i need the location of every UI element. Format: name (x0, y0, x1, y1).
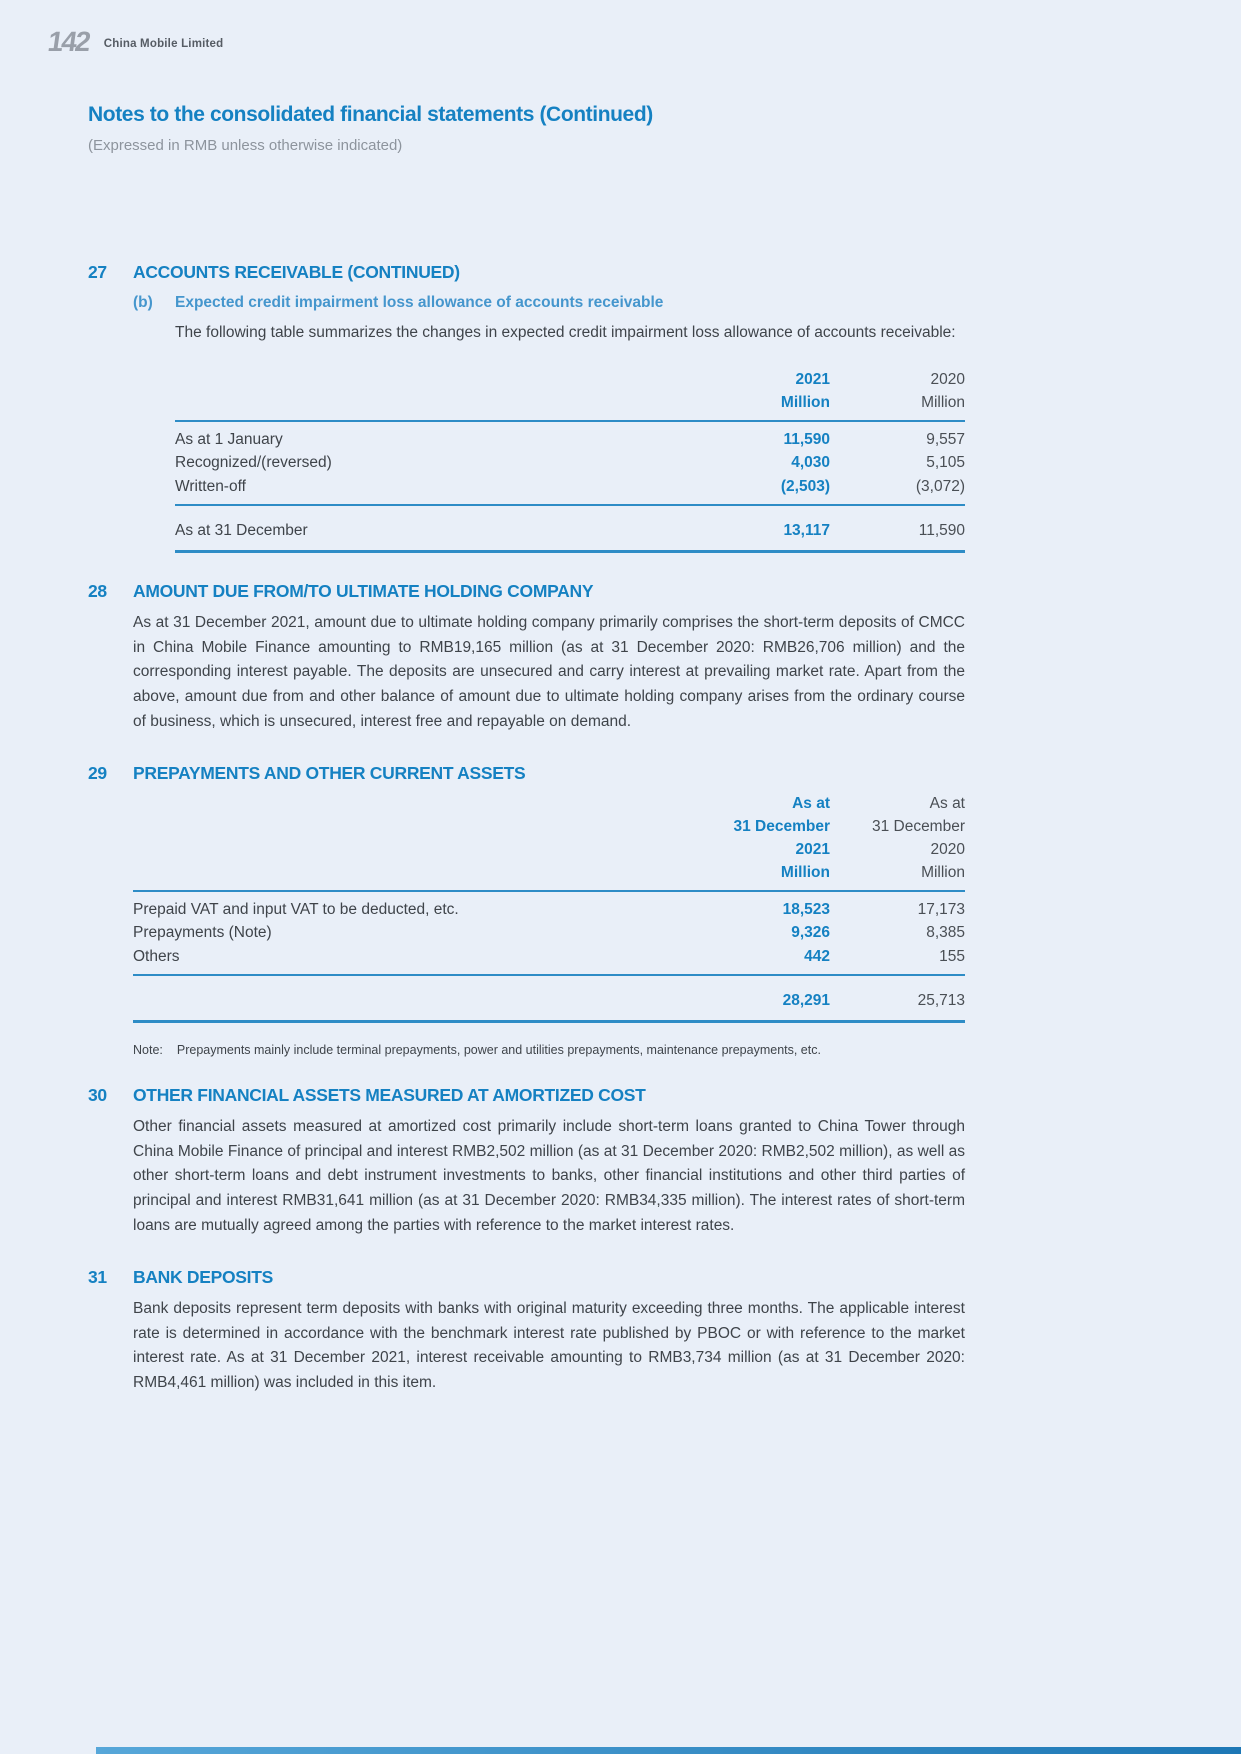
row-label: Prepaid VAT and input VAT to be deducted, etc. (133, 900, 459, 918)
subsection-27b (133, 294, 965, 553)
column-2020-unit: Million (921, 393, 965, 411)
section-30 (88, 1085, 965, 1239)
section-28-heading: AMOUNT DUE FROM/TO ULTIMATE HOLDING COMPANY (133, 580, 594, 601)
column-2020-asat: As at (929, 794, 965, 812)
page-header (45, 26, 224, 58)
table-row (175, 428, 965, 452)
subsection-27b-heading: Expected credit impairment loss allowance of accounts receivable (175, 294, 664, 311)
section-31 (88, 1267, 965, 1396)
value-2021: (2,503) (780, 477, 830, 495)
section-30-number: 30 (88, 1084, 107, 1105)
section-27-number: 27 (88, 262, 107, 282)
total-row-label: As at 31 December (175, 522, 308, 540)
value-2021: 18,523 (782, 900, 830, 918)
column-2020-year: 2020 (930, 370, 965, 388)
table-2-column-2021 (710, 792, 830, 884)
column-2020-unit: Million (921, 863, 965, 881)
value-2020: (3,072) (915, 477, 965, 495)
page-content (88, 262, 965, 1396)
section-31-body: Bank deposits represent term deposits with banks with original maturity exceeding three months. The applicable interest rate is determined in accordance with the benchmark interest rate published by PBOC or with reference to the market interest rate. As at 31 December 2021, interest receivable amounting to RMB3,734 million (as at 31 December 2020: RMB4,461 million) was included in this item. (133, 1299, 965, 1392)
table-1-total-row (175, 519, 965, 553)
title-block (88, 103, 653, 154)
column-2021-asat: As at (792, 794, 830, 812)
row-label: As at 1 January (175, 430, 283, 448)
footer-accent-bar (96, 1747, 1241, 1754)
table-row (133, 945, 965, 969)
value-2021: 11,590 (783, 430, 830, 448)
total-value-2020: 25,713 (917, 992, 965, 1010)
value-2020: 9,557 (926, 430, 965, 448)
table-2-rows (133, 890, 965, 977)
section-29 (88, 763, 965, 1057)
section-30-heading: OTHER FINANCIAL ASSETS MEASURED AT AMORTIZED COST (133, 1084, 646, 1105)
page-number: 142 (45, 26, 91, 57)
note-text: Prepayments mainly include terminal prepayments, power and utilities prepayments, maintenance prepayments, etc. (176, 1042, 821, 1057)
row-label: Recognized/(reversed) (175, 454, 332, 472)
table-row (175, 451, 965, 475)
table-1-header (175, 368, 965, 420)
row-label: Written-off (175, 477, 246, 495)
section-27-intro: The following table summarizes the changes in expected credit impairment loss allowance of accounts receivable: (175, 324, 956, 341)
row-label: Others (133, 947, 180, 965)
column-2021-year: 2021 (795, 370, 830, 388)
table-2-total-row (133, 989, 965, 1023)
section-31-number: 31 (88, 1266, 107, 1287)
column-2020-date: 31 December (871, 817, 965, 835)
value-2020: 155 (939, 947, 965, 965)
table-row (133, 898, 965, 922)
column-2020-year: 2020 (930, 840, 965, 858)
total-value-2020: 11,590 (918, 522, 965, 540)
row-label: Prepayments (Note) (133, 924, 272, 942)
section-28-body: As at 31 December 2021, amount due to ultimate holding company primarily comprises the short-term deposits of CMCC in China Mobile Finance amounting to RMB19,165 million (as at 31 December 2020: RMB26,706 million) and the corresponding interest payable. The deposits are unsecured and carry interest at prevailing market rate. Apart from the above, amount due from and other balance of amount due to ultimate holding company arises from the ordinary course of business, which is unsecured, interest free and repayable on demand. (133, 613, 965, 730)
column-2021-unit: Million (780, 863, 830, 881)
section-31-heading: BANK DEPOSITS (133, 1266, 274, 1287)
impairment-allowance-table (175, 368, 965, 553)
table-row (133, 921, 965, 945)
subsection-27b-label: (b) (133, 294, 153, 311)
value-2021: 9,326 (791, 924, 830, 942)
table-2-header (133, 792, 965, 890)
value-2021: 4,030 (791, 454, 830, 472)
section-28 (88, 581, 965, 735)
document-subtitle: (Expressed in RMB unless otherwise indicated) (88, 137, 403, 154)
section-29-number: 29 (88, 762, 107, 783)
table-1-column-2020 (830, 368, 965, 414)
value-2020: 17,173 (917, 900, 965, 918)
column-2021-date: 31 December (733, 817, 830, 835)
company-name: China Mobile Limited (103, 38, 224, 50)
table-2-column-2020 (830, 792, 965, 884)
table-2-note (133, 1043, 965, 1057)
section-27 (88, 262, 965, 553)
section-28-number: 28 (88, 580, 107, 601)
document-title: Notes to the consolidated financial statements (Continued) (88, 103, 653, 126)
prepayments-table (133, 792, 965, 1023)
table-row (175, 475, 965, 499)
section-27-heading: ACCOUNTS RECEIVABLE (CONTINUED) (133, 262, 460, 282)
column-2021-year: 2021 (795, 840, 830, 858)
total-value-2021: 28,291 (782, 992, 830, 1010)
value-2021: 442 (804, 947, 830, 965)
section-30-body: Other financial assets measured at amortized cost primarily include short-term loans granted to China Tower through China Mobile Finance of principal and interest RMB2,502 million (as at 31 December 2020: RMB2,502 million), as well as other short-term loans and debt instrument investments to banks, other financial institutions and other third parties of principal and interest RMB31,641 million (as at 31 December 2020: RMB34,335 million). The interest rates of short-term loans are mutually agreed among the parties with reference to the market interest rates. (133, 1117, 965, 1234)
total-value-2021: 13,117 (783, 522, 830, 540)
column-2021-unit: Million (780, 393, 830, 411)
note-label: Note: (133, 1042, 163, 1057)
total-row-label (133, 989, 710, 1013)
table-1-rows (175, 420, 965, 507)
value-2020: 5,105 (926, 454, 965, 472)
value-2020: 8,385 (926, 924, 965, 942)
section-29-heading: PREPAYMENTS AND OTHER CURRENT ASSETS (133, 762, 526, 783)
table-1-column-2021 (710, 368, 830, 414)
